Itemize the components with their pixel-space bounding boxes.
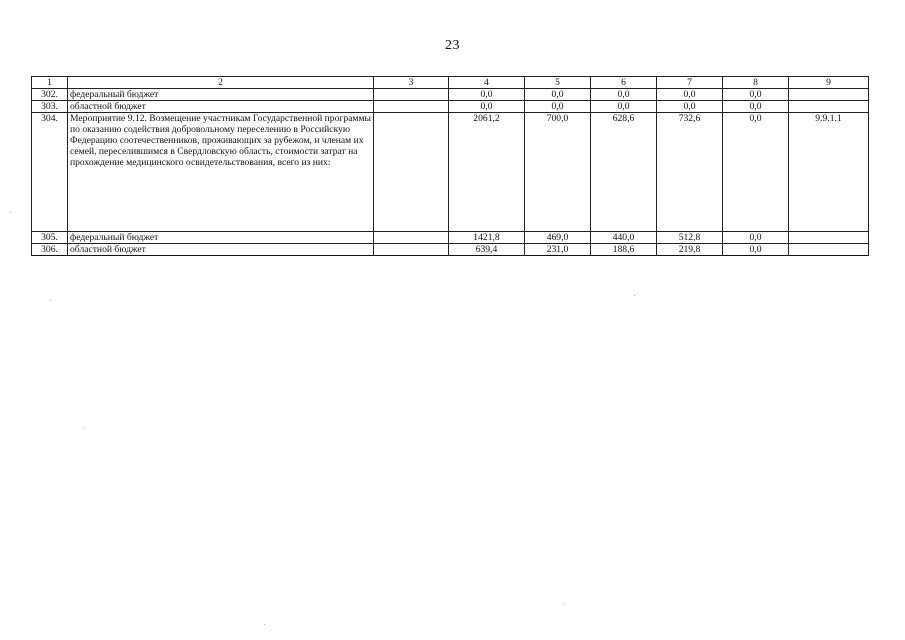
cell-col8: 0,0 <box>723 89 789 101</box>
cell-col6: 440,0 <box>591 232 657 244</box>
cell-col5: 0,0 <box>525 89 591 101</box>
table-row <box>32 101 869 113</box>
scan-speck <box>83 428 84 429</box>
cell-col7: 0,0 <box>657 89 723 101</box>
cell-col4: 0,0 <box>449 101 525 113</box>
column-header: 1 <box>32 77 68 89</box>
budget-table <box>31 76 869 256</box>
cell-col3 <box>374 89 449 101</box>
row-description: федеральный бюджет <box>68 232 374 244</box>
column-header: 6 <box>591 77 657 89</box>
cell-col9 <box>789 244 869 256</box>
cell-col8: 0,0 <box>723 101 789 113</box>
column-header: 4 <box>449 77 525 89</box>
row-index: 303. <box>32 101 68 113</box>
header-row <box>32 77 869 89</box>
cell-col4: 639,4 <box>449 244 525 256</box>
column-header: 9 <box>789 77 869 89</box>
cell-col9 <box>789 101 869 113</box>
cell-col8: 0,0 <box>723 113 789 232</box>
cell-col8: 0,0 <box>723 244 789 256</box>
cell-col3 <box>374 101 449 113</box>
cell-col5: 469,0 <box>525 232 591 244</box>
cell-col4: 1421,8 <box>449 232 525 244</box>
cell-col6: 0,0 <box>591 89 657 101</box>
cell-col9: 9.9.1.1 <box>789 113 869 232</box>
cell-col3 <box>374 232 449 244</box>
table-row <box>32 232 869 244</box>
row-index: 304. <box>32 113 68 232</box>
row-description: областной бюджет <box>68 101 374 113</box>
cell-col5: 231,0 <box>525 244 591 256</box>
row-index: 306. <box>32 244 68 256</box>
table-row <box>32 113 869 232</box>
cell-col4: 0,0 <box>449 89 525 101</box>
cell-col6: 0,0 <box>591 101 657 113</box>
column-header: 2 <box>68 77 374 89</box>
cell-col4: 2061,2 <box>449 113 525 232</box>
cell-col7: 0,0 <box>657 101 723 113</box>
cell-col3 <box>374 113 449 232</box>
cell-col6: 628,6 <box>591 113 657 232</box>
column-header: 7 <box>657 77 723 89</box>
cell-col6: 188,6 <box>591 244 657 256</box>
cell-col9 <box>789 232 869 244</box>
row-description: федеральный бюджет <box>68 89 374 101</box>
page-number: 23 <box>445 38 460 53</box>
row-description: Мероприятие 9.12. Возмещение участникам Государственной программы по оказанию содействия добровольному переселению в Российскую Федерацию соотечественников, проживающих за рубежом, и членам их семей, переселившимся в Свердловскую область, стоимости затрат на прохождение медицинского освидетельствования, всего из них: <box>68 113 374 232</box>
cell-col5: 0,0 <box>525 101 591 113</box>
column-header: 5 <box>525 77 591 89</box>
table-row <box>32 244 869 256</box>
scan-speck <box>264 624 265 625</box>
row-description: областной бюджет <box>68 244 374 256</box>
cell-col7: 512,8 <box>657 232 723 244</box>
cell-col9 <box>789 89 869 101</box>
cell-col3 <box>374 244 449 256</box>
cell-col5: 700,0 <box>525 113 591 232</box>
cell-col7: 732,6 <box>657 113 723 232</box>
scan-speck <box>634 295 635 296</box>
cell-col7: 219,8 <box>657 244 723 256</box>
row-index: 302. <box>32 89 68 101</box>
cell-col8: 0,0 <box>723 232 789 244</box>
scan-speck <box>50 300 51 301</box>
scan-speck <box>563 604 564 605</box>
scan-speck <box>10 212 11 213</box>
column-header: 3 <box>374 77 449 89</box>
column-header: 8 <box>723 77 789 89</box>
row-index: 305. <box>32 232 68 244</box>
table-row <box>32 89 869 101</box>
